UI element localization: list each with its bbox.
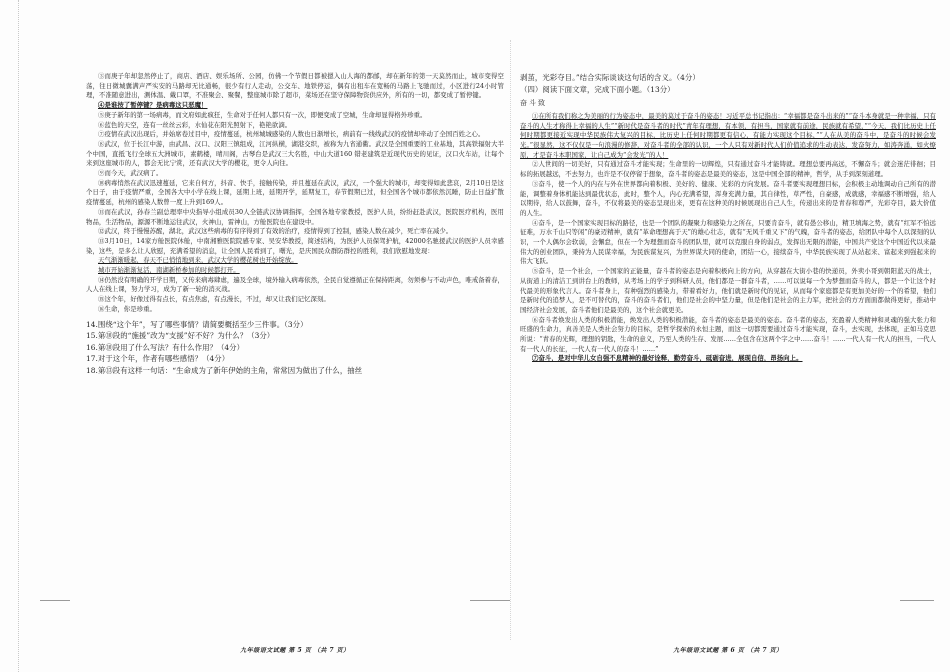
question-17: 17.对于这个年，作者有哪些感悟？（4分） <box>86 354 230 364</box>
left-para-6: ⑧武汉，位于长江中游，由武昌、汉口、汉阳三镇组成，江河纵横，湖港交织，被称为九省通衢。武汉是全国重要的工业基地，其高铁辐射大半个中国，直抵飞行全球五大洲城市，素鹤楼，晴川阁，古琴台是武汉三大名胜，中山大道160 错老建筑是近现代历史的见证，汉口火车站，让每个来到这座城市的人，都会无比宁赏，还有武汉大学的樱花，更令人向往。 <box>86 139 504 168</box>
question-14: 14.围绕“这个年”，写了哪些事情？请简要概括至少三件事。（3分） <box>86 319 308 329</box>
right-para-7: ⑦奋斗，是对中华儿女自强不息精神的最好诠释，勤劳奋斗，砥砺奋进，展现自信，昂扬向上。 <box>532 354 803 363</box>
left-para-5: ⑦疫情在武汉出现后，并始席卷过目中，疫情蔓延，杭州城城感染的人数也日渐增长，病前有一线线武汉的疫情却牵动了全国百姓之心。 <box>98 130 485 139</box>
right-para-4: ④奋斗，是一个国家实现目标的路径，也是一个团队的凝聚力和感染力之所在，只要肯奋斗，就有愚公移山，精卫填海之势，就有“红军不怕远征难，万水千山只等闲”的豪迈精神，就有“革命理想高于天”的雄心壮志，就有“无风千重又下”的气魄，奋斗者的姿态，给团队中每个人以深刻的认识，一个人偶尔会软弱，会懈怠，但在一个为理想而奋斗的团队里，就可以克服自身的弱点，发挥出无限的潜能，中国共产党这个中国近代以来最伟大的创业团队，秉持为人民谋幸福，为民族谋复兴，为世界谋大同的使命，团结一心，接续奋斗，中华民族实现了从站起来、富起来到强起来的伟大飞跃。 <box>520 218 936 266</box>
question-15: 15.第⑩段的“施援”改为“支援”好不好？为什么？（3分） <box>86 331 275 341</box>
left-page <box>86 0 504 672</box>
left-column <box>86 72 504 632</box>
scan-dash-left <box>40 600 70 601</box>
scan-dash-mid <box>470 600 510 601</box>
left-para-10: ⑫武汉，终于慢慢苏醒，湖北，武汉这些病毒的有序得到了有效的治疗，疫情得到了控制，感染人数在减少，死亡率在减少。 <box>98 227 453 236</box>
left-para-8: ⑩病毒悄然在武汉迅速蔓延，它来自何方，抖音、快手，接触传染，并且蔓延在武汉，武汉，一个强大的城市，却变得如此悲哀，2月10日是这个日子，由于疫情严重，全国各大中小学在线上课，延期上班，延期开学，延期复工，春节假期已过，但全国各个城市都依然沉睡，防止日益扩散疫情蔓延，杭州的感染人数曾一度上升到169人。 <box>86 178 504 207</box>
left-para-11: ⑬3月10日，14家方舱医院休舱，中南湘雅医院院感专家、吴安华教授，简述结构，为医护人员保驾护航，42000名驰援武汉的医护人员幸感染，这些，是多么让人欣慰，充满希望的消息，让全国人民看到了，曙光，是庆国民众群防群控的胜利，我们欣慰地发现： <box>86 236 504 255</box>
left-para-3: ⑤庚子新年的第一场病毒，而文府如此疯狂，生命对于任何人都只有一次，即便变成了空城，生命却显得格外珍重。 <box>98 110 427 119</box>
right-para-6: ⑥奋斗者焕发出人类的积极潜能，焕发出人类的积极潜能，奋斗者的姿态是最美的姿态。奋斗者的姿态，充盈着人类精神和灵魂的强大张力和旺盛的生命力，真善美是人类社会努力的目标，是哲学探索的永恒主题，而这一切都需要通过奋斗才能实现，奋斗，去实现，去体现，正如马克思所说：“青春的光辉，理想的钥匙，生命的意义，乃至人类的生存、发展……全包含在这两个字之中……奋斗！……一代人有一代人的担当，一代人有一代人的长征，一代人有一代人的奋斗！……” <box>520 315 936 353</box>
right-column <box>520 72 936 632</box>
question-18-continued: 剥茧，光彩夺目。”结合实际谈谈这句话的含义。（4分） <box>520 73 700 82</box>
article-title: 奋斗致 <box>520 99 547 108</box>
left-para-12: 天气渐渐暖起，春天不已悄悄地到来，武汉大学的樱花树也开始绽放。 <box>98 256 298 265</box>
right-para-1: ①在所有我们称之为美丽的行为姿态中，最美的莫过于奋斗的姿态！习近平总书记指出：“幸福都是奋斗出来的”“奋斗本身就是一种幸福，只有奋斗的人生才称得上幸福的人生”“新时代是奋斗者的时代”青年有理想，有本领，有担当，国家就有前途，民族就有希望，”“今天，我们比历史上任何时期都更接近实现中华民族伟大复兴的目标，比历史上任何时期都更有信心，有能力实现这个目标，”“人在从美的奋斗中，是奋斗的时候会发光。”很显然，这不仅仅是一句浪漫的修辞，对奋斗者的全部的认识，一个人只有对新时代人们价值追求的生动表达，发奋努力，如涛奔涌，如火燎原，才是奋斗本职国家，让自己成为“会发光”的人！ <box>520 111 936 159</box>
question-18: 18.第⑬段有这样一句话：“生命成为了新年伊始的主角，常常因为做出了什么，抽丝 <box>86 365 363 375</box>
left-para-2: ④是谁按了暂停键？是病毒这只恶魔！ <box>98 101 208 110</box>
binding-margin <box>18 0 24 672</box>
left-para-1: ③而庚子年却忽然停止了，商店、酒店、娱乐场所、公园，仿佛一个节假日都被摁入山人海的都邮，却在新年的第一天莫然而止，城市变得空荡，往日微城囊满声严实安的马路却无比通畅，很少有行人走动，公交车、地铁停运，偶有出租车在宽畅的马路上飞驰而过，小区进行24小时管理，不准随意进出，测体温、戴口罩，不准聚会、聚餐，整座城市除了超市，菜场还在坚守保障物资供应外，所有的一切，都变成了暂停键。 <box>86 72 504 100</box>
right-para-3: ③奋斗，使一个人的内在与外在世界都向着积极、美好的、健康、光彩的方向发展。奋斗者要实现理想目标，会积极主动地调动自己所有的潜能，调整着身体机能达到最优状态，此时，整个人，内心充满希望，浑身充满力量，其自律性，草严性，自豪感，成就感，幸福感不断增强，给人以期待，给人以鼓舞，奋斗，不仅将最美的姿态呈现出来，更有在这种美的时候展现出自己人生，传递出来的是青春和尊严，光彩夺目，最大价值的人生。 <box>520 179 936 217</box>
left-para-14: ⑭仍然没有明确的开学日期，又传来病毒肆虐，遍及全球，境外输入病毒依然，全民自觉遵循正在保持距离，勿须参与不动声色，唯戒备着春，人人在线上课，努力学习，成为了新一轮的消灭战。 <box>86 275 504 294</box>
left-page-footer: 九年级语文试题 第 5 页 （共 7 页） <box>240 647 350 654</box>
question-16: 16.第⑩段用了什么写法？有什么作用？（4分） <box>86 342 245 352</box>
right-para-5: ⑤奋斗，是一个社会，一个国家的正能量，奋斗者的姿态是向着积极向上的方向，从穿越在大街小巷的快递员，外卖小哥到朝阳蓝天的战士，从街道上的清洁工到讲台上的教师，从考场上的学子到科研人员，他们都是一群奋斗者，……可以说每一个为梦想而奋斗的人，都是一个让这个时代最美的形象代言人。奋斗者身上，有种强烈的感染力，带着看好力，他们就是新时代的见证，从而每个家庭都是有更加美好的一个的希望，他们是新时代的追梦人，是不可替代的，奋斗的奋斗者们，他们是社会的中坚力量，但是他们是社会的主力军，把社会的方方面面都做得更好，推动中国经济社会发展，奋斗者他们是最美的，这个社会就更美。 <box>520 267 936 314</box>
right-page-footer: 九年级语文试题 第 6 页 （共 7 页） <box>673 647 783 654</box>
page-spine <box>510 40 511 640</box>
left-para-7: ⑨而今天，武汉病了。 <box>98 169 163 178</box>
left-para-15: ⑮这个年，好像过得有点长，有点焦虑，有点漫长，不过，却又让我们记忆深刻。 <box>98 295 330 304</box>
left-para-16: ⑯生命，你是珍重。 <box>98 304 156 313</box>
right-page <box>520 0 936 672</box>
left-para-13: 城市开始渐渐复活，南湖新桥参加的时候都打开。 <box>98 266 240 275</box>
left-para-4: ⑥蓝色的天空，连有一丝丝云彩，水仙花在阳光照射下，艳艳欲滴。 <box>98 120 292 129</box>
left-para-9: ⑪而在武汉，孙春兰副总理率中央指导小组成员30人全链武汉协调指挥，全国各地专家教授，医护人员，纷纷赶赴武汉，医院医疗机构，医用物品，生活物品，源源不断地运往武汉，火神山，雷神山，方舱医院也在建设中。 <box>86 207 504 226</box>
section-four-heading: （四）阅读下面文章，完成下面小题。（13分） <box>520 84 675 94</box>
right-para-2: ②人世间的一切美好，只有通过奋斗才能实现；生命里的一切辉煌，只有通过奋斗才能铸就。理想总要再高远，不懈奋斗；就会迷茫徘徊；目标的拓展越远，不去努力，也许是不仅停留于想象，奋斗者的姿态是最美的姿态，这是中国全部的精神，哲学，从手到深刻道理。 <box>520 160 936 179</box>
scan-dash-right <box>900 600 934 601</box>
